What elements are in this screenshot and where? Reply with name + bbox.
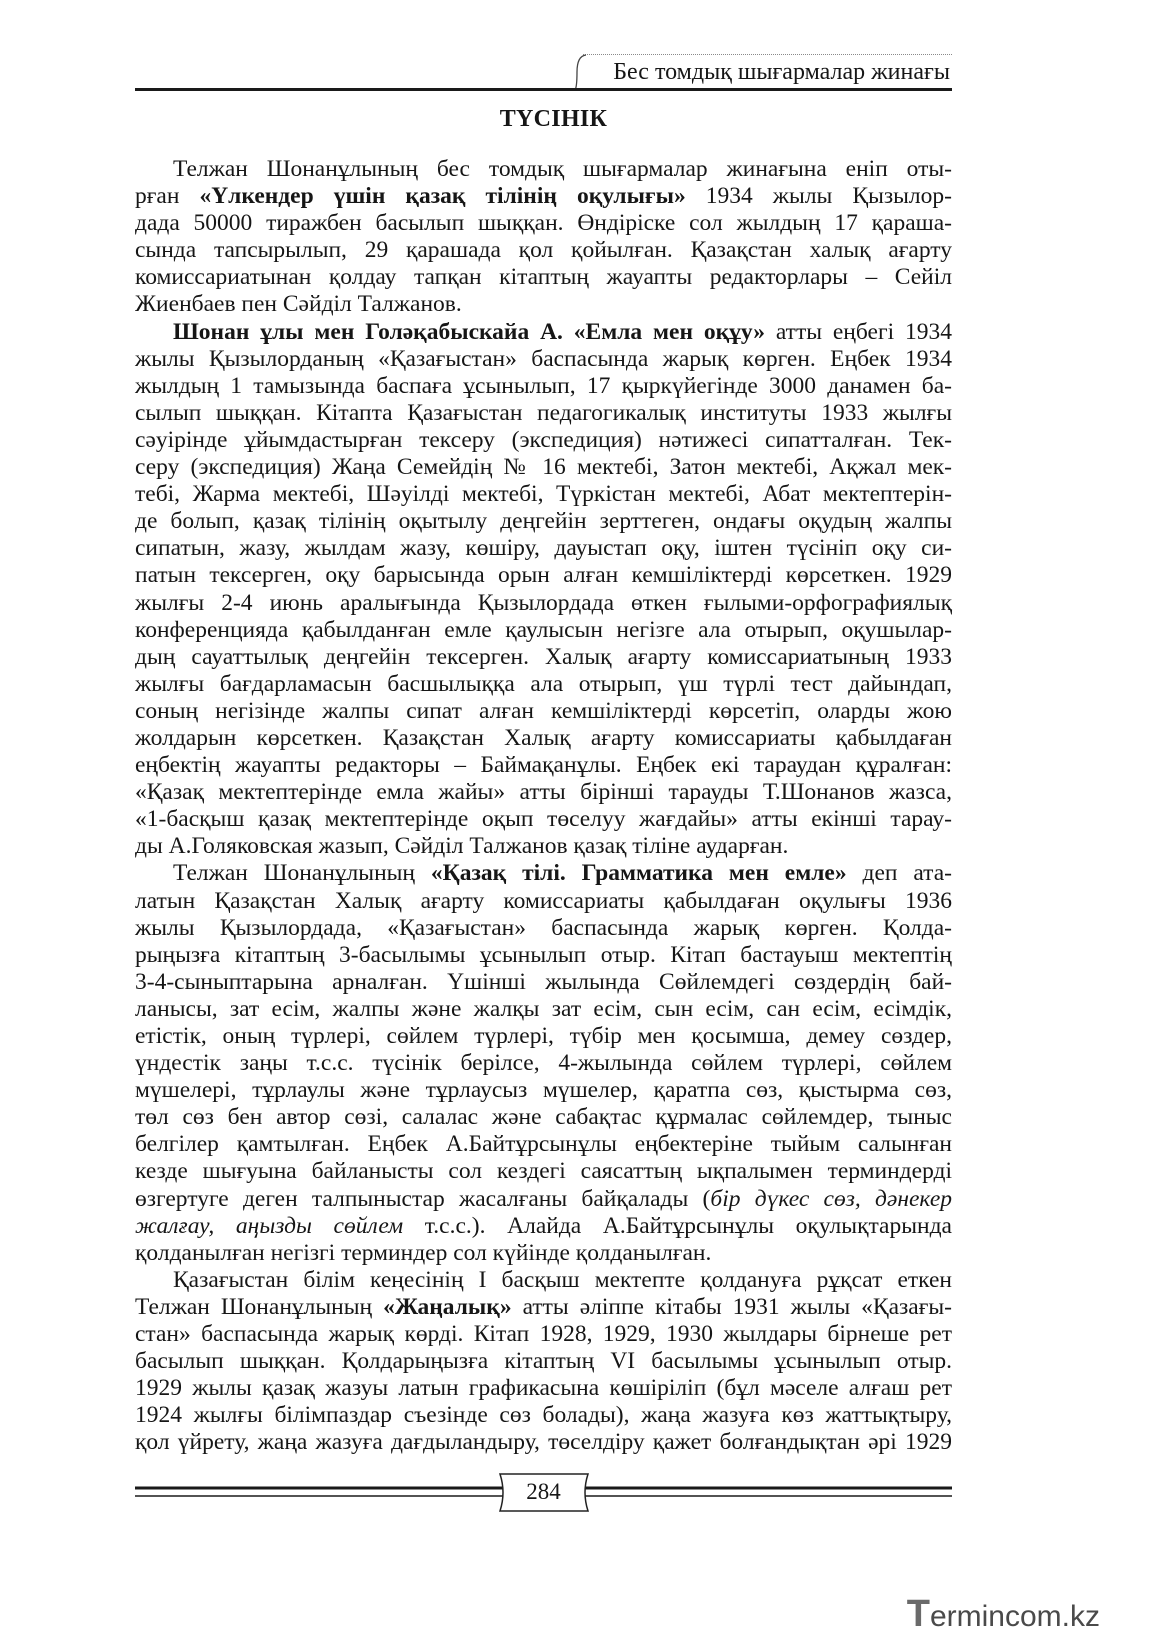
text-segment: жылдың 1 тамызында баспаға ұсынылып, 17 қыркүйегінде 3000 данамен ба- [135, 372, 952, 399]
italic-term-examples: жалғау, аңызды сөйлем [135, 1212, 404, 1239]
text-segment: басылып шыққан. Қолдарыңызға кітаптың VI басылымы ұсынылып отыр. [135, 1348, 952, 1375]
text-line [135, 1348, 952, 1375]
text-segment: 1934 жылы Қызылор- [685, 183, 952, 210]
text-segment: стан» баспасында жарық көрді. Кітап 1928, 1929, 1930 жылдары бірнеше рет [135, 1321, 952, 1348]
text-segment: «1-басқыш қазақ мектептерінде оқып төселуу жағдайы» атты екінші тарау- [135, 806, 952, 833]
text-segment: патын тексерген, оқу барысында орын алған кемшіліктерді көрсеткен. 1929 [135, 562, 952, 589]
text-line [135, 535, 952, 562]
text-line [135, 1186, 952, 1213]
text-line [135, 237, 952, 264]
text-line [135, 373, 952, 400]
bold-book-title: «Қазақ тілі. Грамматика мен емле» [430, 860, 847, 887]
text-segment: сәуірінде ұйымдастырған тексеру (экспедиция) нәтижесі сипатталған. Тек- [135, 426, 952, 453]
text-line [135, 427, 952, 454]
text-segment: жылы Қызылордада, «Қазағыстан» баспасында жарық көрген. Қолда- [135, 914, 952, 941]
text-line [135, 590, 952, 617]
text-line [135, 1158, 952, 1185]
text-line [135, 346, 952, 373]
text-line [135, 1131, 952, 1158]
text-segment: сипатын, жазу, жылдам жазу, көшіру, дауыстап оқу, іштен түсініп оқу си- [135, 535, 952, 562]
text-line [135, 291, 952, 318]
text-line [135, 1429, 952, 1456]
text-segment: т.с.с.). Алайда А.Байтұрсынұлы оқулықтарында [403, 1212, 952, 1239]
text-segment: еңбектің жауапты редакторы – Баймақанұлы. Еңбек екі тараудан құралған: [135, 752, 952, 779]
text-line [135, 806, 952, 833]
text-line [135, 481, 952, 508]
text-segment: «Қазақ мектептерінде емла жайы» атты бірінші тарауды Т.Шонанов жазса, [135, 779, 952, 806]
text-line [135, 1267, 952, 1294]
text-line [135, 779, 952, 806]
text-segment: қолданылған негізгі терминдер сол күйінде қолданылған. [135, 1239, 712, 1266]
text-line [135, 156, 952, 183]
text-line [135, 1050, 952, 1077]
text-line [135, 833, 952, 860]
text-segment: серу (экспедиция) Жаңа Семейдің № 16 мектебі, Затон мектебі, Ақжал мек- [135, 454, 952, 481]
text-line [135, 915, 952, 942]
text-line [135, 1402, 952, 1429]
text-segment: атты әліппе кітабы 1931 жылы «Қазағы- [511, 1293, 952, 1320]
text-segment: жылғы 2-4 июнь аралығында Қызылордада өткен ғылыми-орфографиялық [135, 589, 952, 616]
text-segment: де болып, қазақ тілінің оқытылу деңгейін зерттеген, ондағы оқудың жалпы [135, 508, 952, 535]
text-line [135, 183, 952, 210]
text-segment: жылғы бағдарламасын басшылыққа ала отырып, үш түрлі тест дайындап, [135, 670, 952, 697]
text-segment: латын Қазақстан Халық ағарту комиссариаты қабылдаған оқулығы 1936 [135, 887, 952, 914]
text-segment: Телжан Шонанұлының [135, 1293, 384, 1320]
text-segment: жылы Қызылорданың «Қазағыстан» баспасында жарық көрген. Еңбек 1934 [135, 345, 952, 372]
running-header-title: Бес томдық шығармалар жинағы [613, 59, 950, 85]
text-segment: атты еңбегі 1934 [765, 318, 952, 345]
text-line [135, 562, 952, 589]
text-segment: 1924 жылғы білімпаздар съезінде сөз болады), жаңа жазуға көз жаттықтыру, [135, 1402, 952, 1429]
text-line [135, 1294, 952, 1321]
text-segment: ды А.Голяковская жазып, Сәйділ Талжанов қазақ тіліне аударған. [135, 833, 789, 860]
text-line [135, 319, 952, 346]
text-segment: мүшелері, тұрлаулы және тұрлаусыз мүшелер, қаратпа сөз, қыстырма сөз, [135, 1077, 952, 1104]
text-line [135, 1104, 952, 1131]
text-line [135, 671, 952, 698]
text-segment: Телжан Шонанұлының бес томдық шығармалар жинағына еніп оты- [173, 156, 952, 182]
text-segment: Қазағыстан білім кеңесінің I басқыш мектепте қолдануға рұқсат еткен [173, 1266, 952, 1293]
text-line [135, 996, 952, 1023]
paragraph [135, 860, 952, 1266]
text-line [135, 1023, 952, 1050]
text-line [135, 1375, 952, 1402]
paragraph [135, 319, 952, 861]
text-line [135, 1077, 952, 1104]
text-line [135, 1240, 952, 1267]
text-segment: 3-4-сыныптарына арналған. Үшінші жылында Сөйлемдегі сөздердің бай- [135, 968, 952, 995]
watermark-logo: Termincom.kz [906, 1593, 1100, 1635]
text-line [135, 860, 952, 887]
text-segment: дада 50000 тиражбен басылып шыққан. Өндіріске сол жылдың 17 қараша- [135, 210, 952, 237]
text-segment: үндестік заңы т.с.с. түсінік берілсе, 4-жылында сөйлем түрлері, сөйлем [135, 1050, 952, 1077]
bold-book-title: «Жаңалық» [383, 1293, 512, 1320]
text-segment: конференцияда қабылданған емле қаулысын негізге ала отырып, оқушылар- [135, 616, 952, 643]
text-line [135, 725, 952, 752]
bold-book-title: Шонан ұлы мен Голәқабыскайа А. «Емла мен оқұу» [173, 318, 765, 345]
text-line [135, 210, 952, 237]
text-segment: төл сөз бен автор сөзі, салалас және сабақтас құрмалас сөйлемдер, тыныс [135, 1104, 952, 1131]
text-line [135, 1213, 952, 1240]
header-top-dotted-line [583, 54, 952, 55]
text-line [135, 454, 952, 481]
text-segment: етістік, оның түрлері, сөйлем түрлері, түбір мен қосымша, демеу сөздер, [135, 1023, 952, 1049]
paragraph [135, 1267, 952, 1457]
text-line [135, 264, 952, 291]
text-segment: белгілер қамтылған. Еңбек А.Байтұрсынұлы еңбектеріне тыйым салынған [135, 1131, 952, 1158]
text-line [135, 508, 952, 535]
paragraph [135, 156, 952, 319]
text-line [135, 752, 952, 779]
text-segment: жолдарын көрсеткен. Қазақстан Халық ағарту комиссариаты қабылдаған [135, 724, 952, 751]
text-segment: тебі, Жарма мектебі, Шәуілді мектебі, Түркістан мектебі, Абат мектептерін- [135, 481, 952, 508]
text-segment: деп ата- [846, 860, 952, 887]
text-segment: сында тапсырылып, 29 қарашада қол қойылған. Қазақстан халық ағарту [135, 237, 952, 264]
text-segment: соның негізінде жалпы сипат алған кемшіліктерді көрсетіп, оларды жою [135, 697, 952, 724]
text-segment: Телжан Шонанұлының [173, 860, 431, 887]
text-segment: өзгертуге деген талпыныстар жасалғаны байқалады ( [135, 1185, 711, 1212]
page-number: 284 [526, 1479, 561, 1504]
text-segment: рыңызға кітаптың 3-басылымы ұсынылып отыр. Кітап бастауыш мектептің [135, 941, 952, 968]
text-segment: ланысы, зат есім, жалпы және жалқы зат есім, сын есім, сан есім, есімдік, [135, 995, 952, 1022]
page-title: ТҮСІНІК [499, 106, 608, 132]
text-segment: кезде шығуына байланысты сол кездегі саясаттың ықпалымен терминдерді [135, 1158, 952, 1185]
text-line [135, 942, 952, 969]
header-bracket-ornament [572, 53, 588, 91]
text-line [135, 969, 952, 996]
text-line [135, 888, 952, 915]
text-line [135, 1321, 952, 1348]
bracket-curve [575, 55, 586, 90]
text-segment: сылып шыққан. Кітапта Қазағыстан педагогикалық институты 1933 жылғы [135, 399, 952, 426]
bold-book-title: «Үлкендер үшін қазақ тілінің оқулығы» [199, 183, 686, 210]
text-line [135, 698, 952, 725]
text-line [135, 617, 952, 644]
text-segment: рған [135, 183, 200, 210]
body-text [135, 156, 952, 1457]
text-line [135, 400, 952, 427]
text-segment: 1929 жылы қазақ жазуы латын графикасына көшіріліп (бұл мәселе алғаш рет [135, 1375, 952, 1402]
text-segment: Жиенбаев пен Сәйділ Талжанов. [135, 291, 462, 318]
text-segment: қол үйрету, жаңа жазуға дағдыландыру, төселдіру қажет болғандықтан әрі 1929 [135, 1429, 952, 1456]
header-rule [135, 88, 952, 91]
text-segment: дың сауаттылық деңгейін тексерген. Халық ағарту комиссариатының 1933 [135, 643, 952, 670]
text-line [135, 644, 952, 671]
text-segment: комиссариатынан қолдау тапқан кітаптың жауапты редакторлары – Сейіл [135, 264, 952, 291]
italic-term-examples: бір дүкес сөз, дәнекер [710, 1185, 953, 1212]
